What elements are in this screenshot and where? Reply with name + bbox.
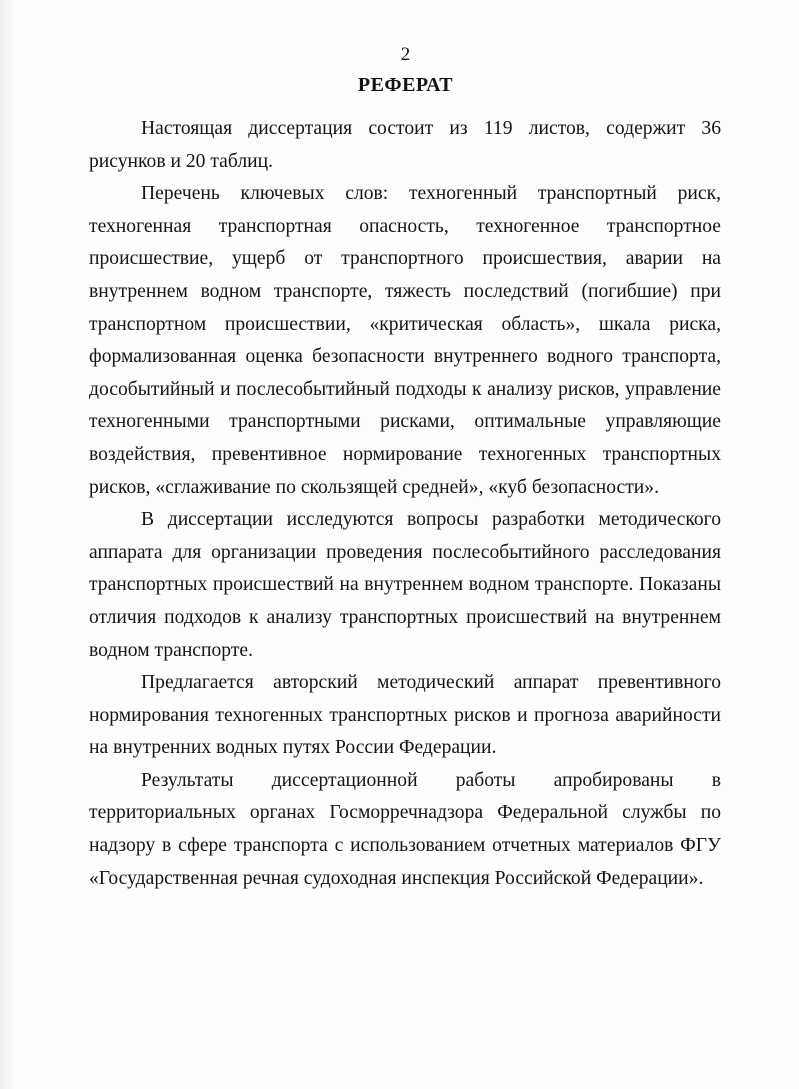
page-number: 2 [400,44,411,65]
paragraph-keywords: Перечень ключевых слов: техногенный транспортный риск, техногенная транспортная опасность, техногенное транспортное происшествие, ущерб от транспортного происшествия, аварии на внутреннем водном транспорте, тяжесть последствий (погибшие) при транспортном происшествии, «критическая область», шкала риска, формализованная оценка безопасности внутреннего водного транспорта, дособытийный и послесобытийный подходы к анализу рисков, управление техногенными транспортными рисками, оптимальные управляющие воздействия, превентивное нормирование техногенных транспортных рисков, «сглаживание по скользящей средней», «куб безопасности». [89,183,721,498]
scan-edge [0,0,12,1089]
paragraph-proposal: Предлагается авторский методический аппарат превентивного нормирования техногенных транспортных рисков и прогноза аварийности на внутренних водных путях России Федерации. [89,672,721,759]
document-body [89,113,721,895]
page-title: РЕФЕРАТ [357,74,454,96]
paragraph-results: Результаты диссертационной работы апробированы в территориальных органах Госморречнадзора Федеральной службы по надзору в сфере транспорта с использованием отчетных материалов ФГУ «Государственная речная судоходная инспекция Российской Федерации». [89,769,721,889]
paragraph-summary: Настоящая диссертация состоит из 119 листов, содержит 36 рисунков и 20 таблиц. [89,118,721,172]
paragraph-research-topic: В диссертации исследуются вопросы разработки методического аппарата для организации проведения послесобытийного расследования транспортных происшествий на внутреннем водном транспорте. Показаны отличия подходов к анализу транспортных происшествий на внутреннем водном транспорте. [89,509,721,661]
